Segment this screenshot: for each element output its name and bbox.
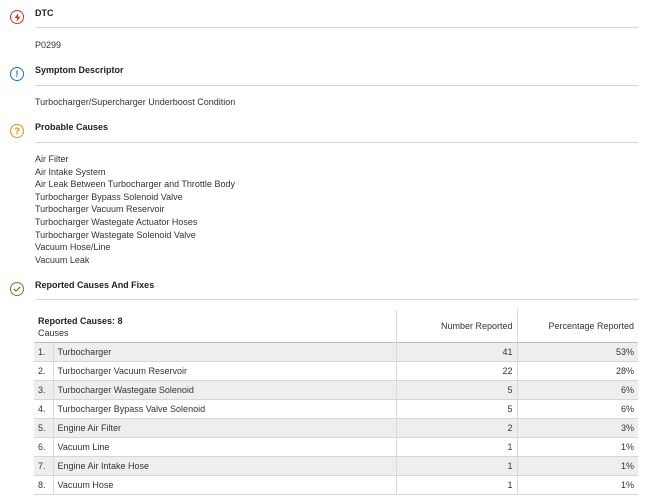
table-row xyxy=(34,399,638,418)
row-cause: Turbocharger Wastegate Solenoid xyxy=(53,380,396,399)
symptom-value: Turbocharger/Supercharger Underboost Condition xyxy=(35,97,236,107)
row-index: 4. xyxy=(34,399,53,418)
lightning-icon xyxy=(10,10,24,24)
row-cause: Turbocharger xyxy=(53,342,396,361)
row-number: 2 xyxy=(396,418,517,437)
table-row xyxy=(34,342,638,361)
reported-causes-header xyxy=(34,310,396,342)
row-index: 1. xyxy=(34,342,53,361)
row-percentage: 6% xyxy=(620,403,634,414)
list-item: Vacuum Leak xyxy=(35,254,90,265)
row-number: 22 xyxy=(396,361,517,380)
row-cause: Engine Air Intake Hose xyxy=(53,456,396,475)
probable-title: Probable Causes xyxy=(35,122,109,132)
row-percentage: 1% xyxy=(620,479,634,490)
divider xyxy=(35,142,638,143)
row-number: 1 xyxy=(396,456,517,475)
row-index: 8. xyxy=(34,475,53,494)
row-number: 1 xyxy=(396,475,517,494)
dtc-value: P0299 xyxy=(35,40,62,50)
list-item: Turbocharger Wastegate Actuator Hoses xyxy=(35,216,198,227)
row-index: 5. xyxy=(34,418,53,437)
row-percentage: 1% xyxy=(620,460,634,471)
row-cause: Turbocharger Bypass Valve Solenoid xyxy=(53,399,396,418)
percentage-reported-header: Percentage Reported xyxy=(517,310,638,342)
reported-title: Reported Causes And Fixes xyxy=(35,280,155,290)
table-row xyxy=(34,456,638,475)
row-cause: Vacuum Hose xyxy=(53,475,396,494)
list-item: Air Filter xyxy=(35,154,69,164)
row-cause: Vacuum Line xyxy=(53,437,396,456)
row-number: 5 xyxy=(396,380,517,399)
table-header-row xyxy=(34,310,638,342)
table-row xyxy=(34,418,638,437)
row-number: 1 xyxy=(396,437,517,456)
list-item: Air Leak Between Turbocharger and Throttle Body xyxy=(35,179,235,190)
list-item: Turbocharger Wastegate Solenoid Valve xyxy=(35,229,196,240)
reported-count: Reported Causes: 8 xyxy=(38,316,123,327)
check-icon xyxy=(10,282,24,296)
row-percentage: 53% xyxy=(615,346,634,357)
row-index: 3. xyxy=(34,380,53,399)
exclamation-icon: ! xyxy=(10,67,24,81)
row-index: 7. xyxy=(34,456,53,475)
list-item: Turbocharger Bypass Solenoid Valve xyxy=(35,191,183,202)
table-row xyxy=(34,475,638,494)
dtc-title: DTC xyxy=(35,8,54,18)
causes-column-header: Causes xyxy=(38,328,69,339)
row-index: 6. xyxy=(34,437,53,456)
table-row xyxy=(34,361,638,380)
row-index: 2. xyxy=(34,361,53,380)
reported-causes-table xyxy=(34,310,638,495)
divider xyxy=(35,299,638,300)
divider xyxy=(35,85,638,86)
table-row xyxy=(34,437,638,456)
row-percentage: 1% xyxy=(620,441,634,452)
row-cause: Engine Air Filter xyxy=(53,418,396,437)
row-number: 5 xyxy=(396,399,517,418)
list-item: Vacuum Hose/Line xyxy=(35,242,111,253)
table-row xyxy=(34,380,638,399)
list-item: Air Intake System xyxy=(35,166,106,177)
row-percentage: 3% xyxy=(620,422,634,433)
row-number: 41 xyxy=(396,342,517,361)
row-cause: Turbocharger Vacuum Reservoir xyxy=(53,361,396,380)
list-item: Turbocharger Vacuum Reservoir xyxy=(35,204,165,215)
question-icon: ? xyxy=(10,124,24,138)
symptom-title: Symptom Descriptor xyxy=(35,65,124,75)
divider xyxy=(35,27,638,28)
row-percentage: 28% xyxy=(615,365,634,376)
probable-causes-list xyxy=(35,153,235,266)
number-reported-header: Number Reported xyxy=(396,310,517,342)
row-percentage: 6% xyxy=(620,384,634,395)
